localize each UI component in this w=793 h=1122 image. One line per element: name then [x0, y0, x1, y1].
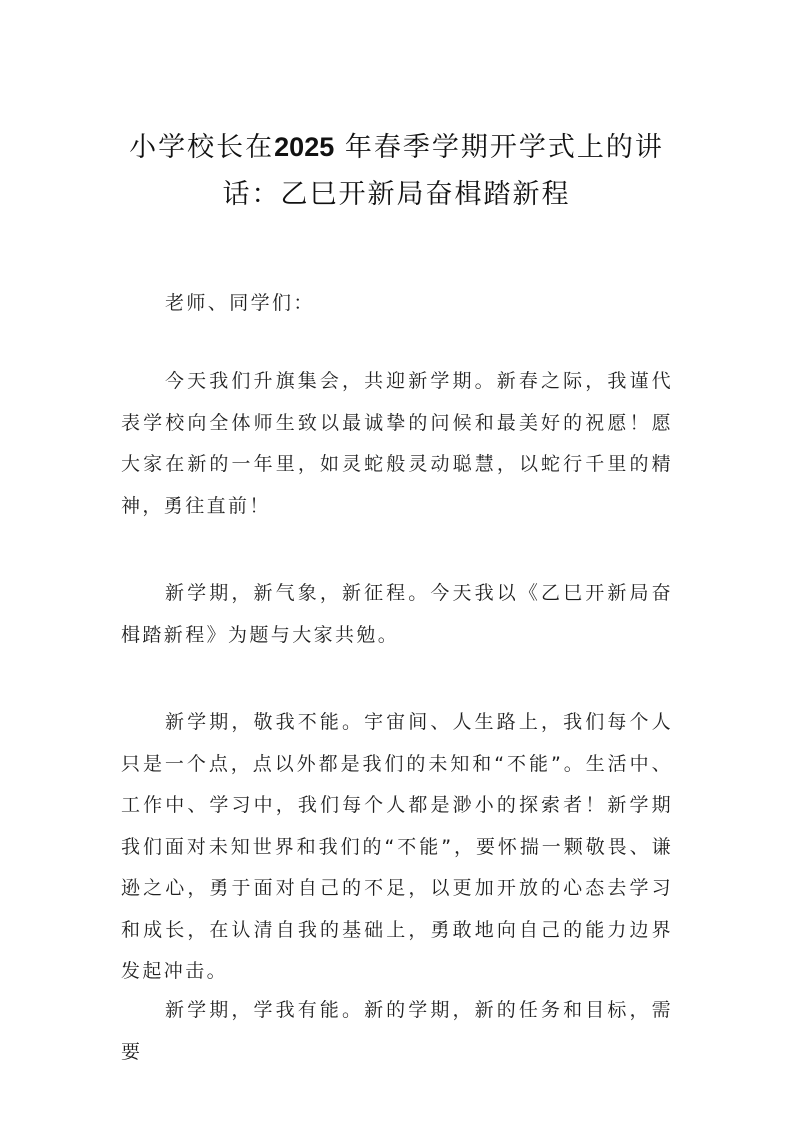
paragraph-theme: 新学期，新气象，新征程。今天我以《乙巳开新局奋楫踏新程》为题与大家共勉。	[121, 582, 673, 646]
title-line-2: 话：乙巳开新局奋楫踏新程	[222, 179, 571, 210]
document-title	[110, 124, 683, 218]
paragraph-respect-inability: 新学期，敬我不能。宇宙间、人生路上，我们每个人只是一个点，点以外都是我们的未知和“不能”。生活中、工作中、学习中，我们每个人都是渺小的探索者！新学期我们面对未知世界和我们的“不能”，要怀揣一颗敬畏、谦逊之心，勇于面对自己的不足，以更加开放的心态去学习和成长，在认清自我的基础上，勇敢地向自己的能力边界发起冲击。	[121, 711, 673, 982]
title-text-part: 小学校长在	[129, 132, 275, 163]
title-line-1	[129, 132, 664, 163]
salutation: 老师、同学们：	[165, 292, 315, 314]
paragraph-learn-ability: 新学期，学我有能。新的学期，新的任务和目标，需要	[121, 999, 673, 1063]
title-year: 2025	[274, 132, 335, 162]
title-text-part: 年春季学期开学式上的讲	[344, 132, 664, 163]
paragraph-greeting: 今天我们升旗集会，共迎新学期。新春之际，我谨代表学校向全体师生致以最诚挚的问候和最美好的祝愿！愿大家在新的一年里，如灵蛇般灵动聪慧，以蛇行千里的精神，勇往直前！	[121, 370, 673, 517]
